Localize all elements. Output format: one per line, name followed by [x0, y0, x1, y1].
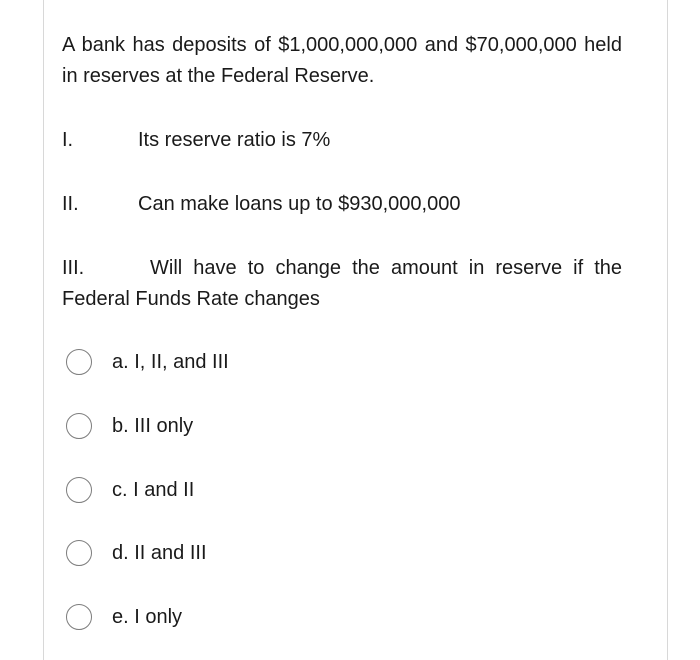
- option-d[interactable]: [66, 536, 207, 570]
- radio-button[interactable]: [66, 477, 92, 503]
- statement-text: Its reserve ratio is 7%: [138, 129, 331, 151]
- option-label: d. II and III: [112, 541, 207, 564]
- statement-text-line2: Federal Funds Rate changes: [62, 288, 320, 310]
- statement-text-line1: Will have to change the amount in reserve if the: [150, 257, 622, 279]
- question-card: [43, 0, 668, 660]
- option-label: a. I, II, and III: [112, 350, 229, 373]
- radio-button[interactable]: [66, 413, 92, 439]
- radio-button[interactable]: [66, 540, 92, 566]
- statement-number: III.: [62, 257, 85, 279]
- radio-button[interactable]: [66, 604, 92, 630]
- option-label: e. I only: [112, 605, 183, 628]
- question-text: A bank has deposits of $1,000,000,000 and $70,000,000 held in reserves at the Federal Reserve.: [62, 34, 622, 87]
- option-e[interactable]: [66, 600, 182, 634]
- statement-number: I.: [62, 129, 74, 151]
- option-b[interactable]: [66, 409, 193, 443]
- statement-3: [62, 253, 622, 315]
- option-label: c. I and II: [112, 478, 195, 501]
- option-c[interactable]: [66, 473, 194, 507]
- statement-number: II.: [62, 193, 79, 215]
- option-label: b. III only: [112, 414, 194, 437]
- radio-button[interactable]: [66, 349, 92, 375]
- option-a[interactable]: [66, 345, 229, 379]
- statement-text: Can make loans up to $930,000,000: [138, 193, 461, 215]
